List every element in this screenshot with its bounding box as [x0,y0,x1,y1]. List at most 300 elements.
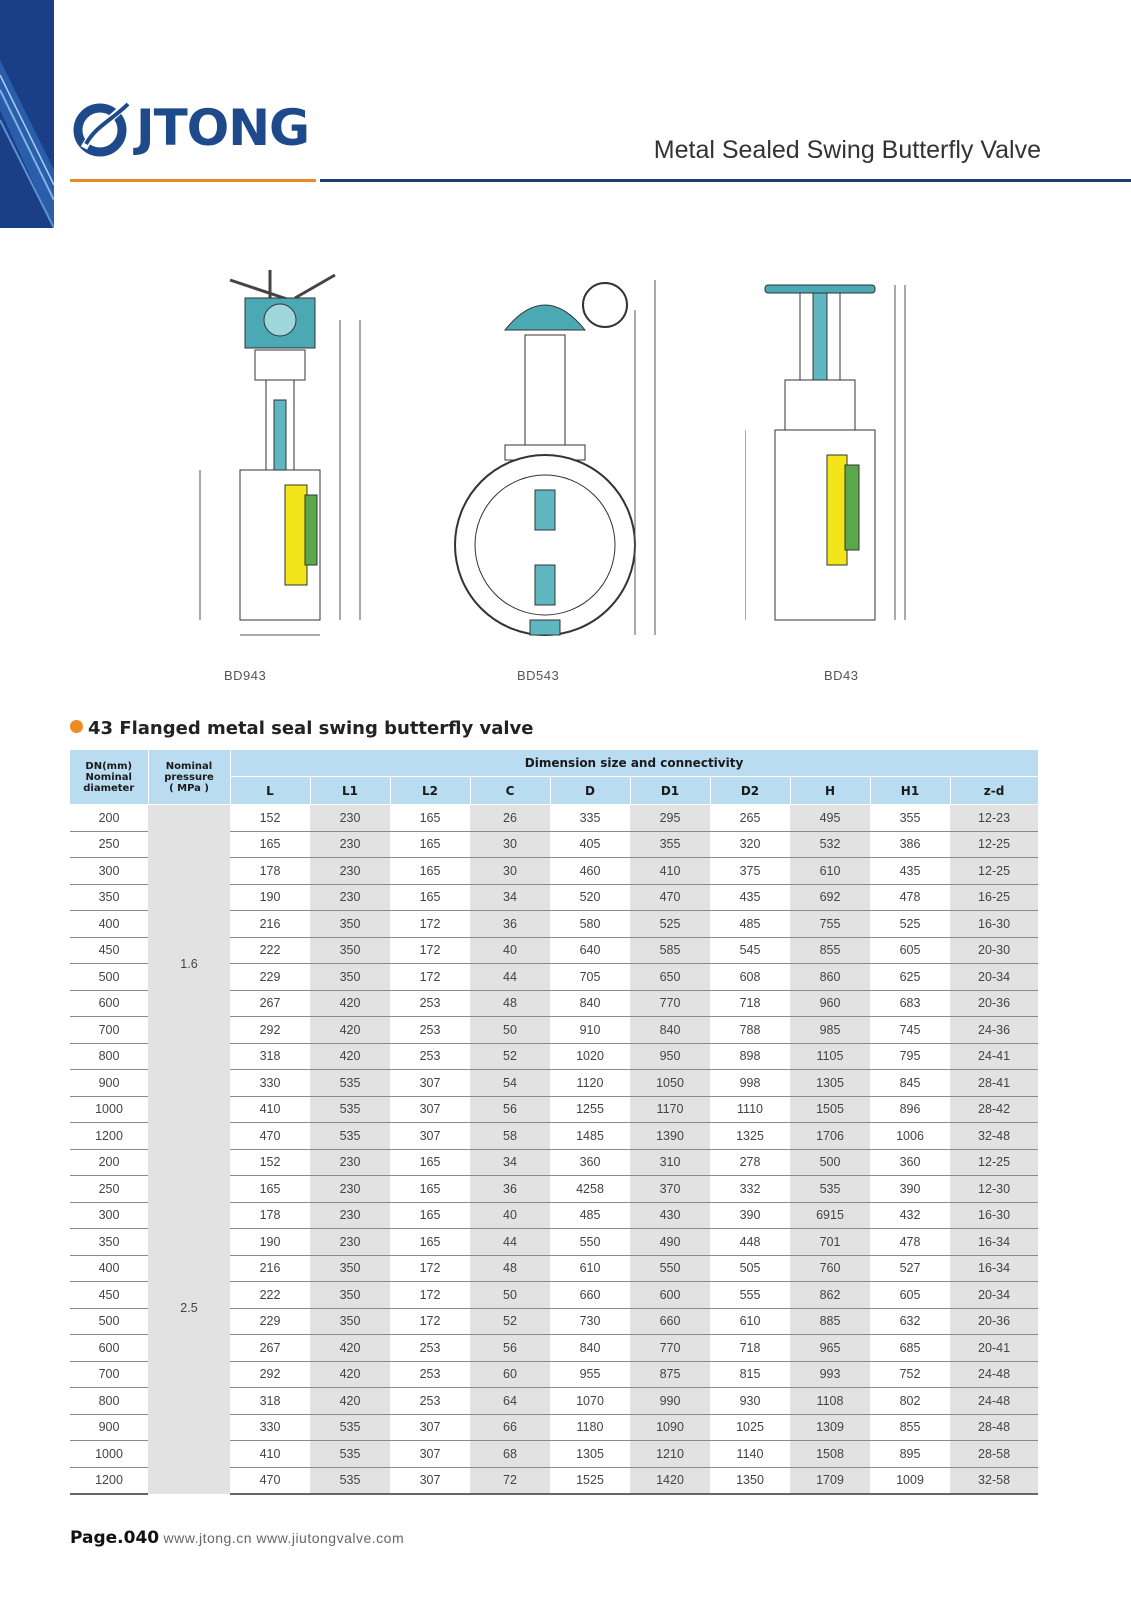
dimension-cell: 1325 [710,1123,790,1150]
diameter-cell: 250 [70,1176,148,1203]
dimension-cell: 862 [790,1282,870,1309]
dimension-cell: 295 [630,805,710,832]
dimension-cell: 12-25 [950,1149,1038,1176]
diameter-cell: 900 [70,1070,148,1097]
section-title: 43 Flanged metal seal swing butterfly valve [70,718,533,739]
logo-underline [70,179,316,182]
column-header: D1 [630,777,710,805]
dimension-cell: 68 [470,1441,550,1468]
dimension-cell: 253 [390,1017,470,1044]
dimension-cell: 495 [790,805,870,832]
brand-name: JTONG [136,99,310,157]
dimension-cell: 1390 [630,1123,710,1150]
column-header: L2 [390,777,470,805]
dimension-cell: 50 [470,1017,550,1044]
dimension-cell: 20-34 [950,964,1038,991]
dimension-cell: 1505 [790,1096,870,1123]
diameter-cell: 500 [70,1308,148,1335]
dimension-cell: 795 [870,1043,950,1070]
dimension-cell: 253 [390,1361,470,1388]
dimension-cell: 950 [630,1043,710,1070]
dimension-cell: 875 [630,1361,710,1388]
diagram-label-bd43: BD43 [824,668,859,683]
dimension-cell: 386 [870,831,950,858]
dimension-cell: 52 [470,1043,550,1070]
dimension-cell: 610 [550,1255,630,1282]
dimension-cell: 478 [870,884,950,911]
dimension-cell: 165 [390,831,470,858]
dimension-cell: 815 [710,1361,790,1388]
dimension-cell: 292 [230,1361,310,1388]
valve-diagram-bd43 [745,270,935,660]
dimension-cell: 745 [870,1017,950,1044]
dimension-cell: 585 [630,937,710,964]
dimension-cell: 625 [870,964,950,991]
dimension-cell: 24-41 [950,1043,1038,1070]
dimension-cell: 165 [390,805,470,832]
dimension-cell: 535 [310,1441,390,1468]
dimension-cell: 535 [310,1096,390,1123]
dimension-cell: 12-25 [950,831,1038,858]
column-header: D [550,777,630,805]
dimension-cell: 718 [710,1335,790,1362]
dimension-cell: 1525 [550,1467,630,1494]
dimension-cell: 28-41 [950,1070,1038,1097]
dimension-cell: 760 [790,1255,870,1282]
column-header: H1 [870,777,950,805]
diameter-cell: 900 [70,1414,148,1441]
dimension-cell: 20-41 [950,1335,1038,1362]
dimension-cell: 1420 [630,1467,710,1494]
dimension-cell: 898 [710,1043,790,1070]
diameter-cell: 400 [70,911,148,938]
dimension-cell: 610 [710,1308,790,1335]
dimension-cell: 165 [230,831,310,858]
corner-decoration [0,0,54,228]
dimension-cell: 505 [710,1255,790,1282]
dimension-cell: 12-25 [950,858,1038,885]
dimension-cell: 307 [390,1414,470,1441]
table-row [70,805,1038,832]
dimension-cell: 555 [710,1282,790,1309]
dimension-cell: 267 [230,1335,310,1362]
diameter-cell: 250 [70,831,148,858]
dimension-cell: 435 [870,858,950,885]
dimension-cell: 30 [470,831,550,858]
dimension-cell: 430 [630,1202,710,1229]
dimension-cell: 350 [310,964,390,991]
diameter-cell: 800 [70,1043,148,1070]
dimension-cell: 420 [310,1361,390,1388]
dimension-cell: 885 [790,1308,870,1335]
dimension-cell: 448 [710,1229,790,1256]
dimension-cell: 4258 [550,1176,630,1203]
dimension-cell: 420 [310,1017,390,1044]
dimension-cell: 56 [470,1335,550,1362]
dimension-cell: 692 [790,884,870,911]
dimension-cell: 230 [310,831,390,858]
dimension-cell: 253 [390,1043,470,1070]
dimension-cell: 40 [470,937,550,964]
dimension-cell: 860 [790,964,870,991]
dimension-cell: 54 [470,1070,550,1097]
dimension-cell: 230 [310,858,390,885]
page-number: Page.040 [70,1528,160,1548]
dimension-cell: 845 [870,1070,950,1097]
diagram-label-bd543: BD543 [517,668,560,683]
dimension-cell: 420 [310,990,390,1017]
dimension-cell: 930 [710,1388,790,1415]
column-header: H [790,777,870,805]
dimension-cell: 535 [790,1176,870,1203]
dimension-cell: 1108 [790,1388,870,1415]
dimension-cell: 1706 [790,1123,870,1150]
dimension-cell: 370 [630,1176,710,1203]
dimension-cell: 230 [310,1149,390,1176]
dimension-cell: 165 [390,1202,470,1229]
bullet-icon [70,720,83,733]
dimension-cell: 12-23 [950,805,1038,832]
dimension-cell: 28-48 [950,1414,1038,1441]
dimension-cell: 705 [550,964,630,991]
dimension-cell: 307 [390,1441,470,1468]
dimension-cell: 24-36 [950,1017,1038,1044]
dimension-cell: 360 [870,1149,950,1176]
dimension-cell: 701 [790,1229,870,1256]
dimension-cell: 165 [390,1229,470,1256]
dimension-cell: 330 [230,1070,310,1097]
dimension-cell: 60 [470,1361,550,1388]
dimension-cell: 1110 [710,1096,790,1123]
dimension-cell: 1025 [710,1414,790,1441]
dimension-cell: 718 [710,990,790,1017]
dimension-cell: 24-48 [950,1361,1038,1388]
dimension-cell: 229 [230,1308,310,1335]
dimension-cell: 490 [630,1229,710,1256]
column-header: D2 [710,777,790,805]
dimension-cell: 895 [870,1441,950,1468]
column-header: z-d [950,777,1038,805]
dimension-cell: 20-30 [950,937,1038,964]
dimension-cell: 56 [470,1096,550,1123]
valve-diagram-bd943 [190,270,390,660]
dimension-cell: 307 [390,1467,470,1494]
dimension-cell: 420 [310,1388,390,1415]
dimension-cell: 965 [790,1335,870,1362]
dimension-cell: 535 [310,1467,390,1494]
dimension-cell: 230 [310,805,390,832]
dimension-cell: 478 [870,1229,950,1256]
dimension-cell: 1305 [790,1070,870,1097]
dimension-cell: 1255 [550,1096,630,1123]
dimension-cell: 6915 [790,1202,870,1229]
dimension-cell: 30 [470,858,550,885]
document-title: Metal Sealed Swing Butterfly Valve [653,136,1041,164]
dimension-cell: 265 [710,805,790,832]
dimension-cell: 420 [310,1335,390,1362]
dimension-cell: 410 [630,858,710,885]
dimension-cell: 48 [470,990,550,1017]
dimension-cell: 253 [390,1388,470,1415]
dimension-cell: 755 [790,911,870,938]
dimension-cell: 36 [470,911,550,938]
dimension-cell: 178 [230,858,310,885]
dimension-cell: 605 [870,937,950,964]
header-rule [320,179,1131,182]
dimension-cell: 172 [390,937,470,964]
dimension-cell: 960 [790,990,870,1017]
valve-diagram-bd543 [430,270,680,660]
dimension-cell: 20-36 [950,1308,1038,1335]
dimension-cell: 318 [230,1388,310,1415]
dimension-cell: 375 [710,858,790,885]
header-nominal-pressure: Nominal pressure ( MPa ) [148,750,230,805]
dimension-cell: 32-48 [950,1123,1038,1150]
dimension-cell: 165 [390,884,470,911]
dimension-cell: 632 [870,1308,950,1335]
dimension-cell: 52 [470,1308,550,1335]
dimension-cell: 360 [550,1149,630,1176]
dimension-cell: 16-34 [950,1255,1038,1282]
page-footer [70,1528,404,1548]
dimension-cell: 72 [470,1467,550,1494]
dimension-cell: 190 [230,1229,310,1256]
dimension-cell: 993 [790,1361,870,1388]
dimension-cell: 222 [230,1282,310,1309]
dimension-cell: 1009 [870,1467,950,1494]
dimension-cell: 58 [470,1123,550,1150]
dimension-cell: 390 [870,1176,950,1203]
dimension-cell: 802 [870,1388,950,1415]
dimension-cell: 1140 [710,1441,790,1468]
footer-websites: www.jtong.cn www.jiutongvalve.com [163,1530,405,1546]
dimension-cell: 253 [390,990,470,1017]
dimension-cell: 525 [630,911,710,938]
dimension-cell: 24-48 [950,1388,1038,1415]
dimension-cell: 550 [630,1255,710,1282]
dimension-cell: 545 [710,937,790,964]
dimension-cell: 335 [550,805,630,832]
dimension-cell: 525 [870,911,950,938]
dimension-cell: 230 [310,1202,390,1229]
dimension-cell: 1006 [870,1123,950,1150]
dimension-cell: 1709 [790,1467,870,1494]
diameter-cell: 600 [70,1335,148,1362]
dimension-cell: 48 [470,1255,550,1282]
dimension-cell: 16-30 [950,911,1038,938]
dimension-cell: 355 [630,831,710,858]
diameter-cell: 350 [70,884,148,911]
dimension-cell: 990 [630,1388,710,1415]
dimension-cell: 650 [630,964,710,991]
dimension-cell: 770 [630,1335,710,1362]
brand-logo [70,92,320,164]
dimension-cell: 50 [470,1282,550,1309]
dimension-cell: 535 [310,1123,390,1150]
diameter-cell: 1200 [70,1123,148,1150]
dimension-cell: 1050 [630,1070,710,1097]
dimension-cell: 216 [230,911,310,938]
dimension-cell: 190 [230,884,310,911]
diameter-cell: 1200 [70,1467,148,1494]
dimension-cell: 16-25 [950,884,1038,911]
dimension-cell: 410 [230,1096,310,1123]
dimension-cell: 840 [550,990,630,1017]
dimension-cell: 896 [870,1096,950,1123]
pressure-cell: 1.6 [148,805,230,1123]
dimension-cell: 66 [470,1414,550,1441]
dimension-cell: 307 [390,1123,470,1150]
dimension-cell: 216 [230,1255,310,1282]
dimension-cell: 332 [710,1176,790,1203]
diameter-cell: 700 [70,1361,148,1388]
dimension-cell: 500 [790,1149,870,1176]
dimension-cell: 1305 [550,1441,630,1468]
dimension-cell: 485 [710,911,790,938]
dimension-cell: 1180 [550,1414,630,1441]
dimension-cell: 229 [230,964,310,991]
dimension-cell: 165 [390,1176,470,1203]
dimension-cell: 1170 [630,1096,710,1123]
dimension-cell: 998 [710,1070,790,1097]
dimension-cell: 955 [550,1361,630,1388]
dimension-cell: 253 [390,1335,470,1362]
dimension-cell: 34 [470,1149,550,1176]
column-header: L [230,777,310,805]
header-nominal-diameter: DN(mm) Nominal diameter [70,750,148,805]
dimension-cell: 307 [390,1096,470,1123]
dimension-cell: 1210 [630,1441,710,1468]
dimension-cell: 26 [470,805,550,832]
dimension-cell: 410 [230,1441,310,1468]
dimension-cell: 310 [630,1149,710,1176]
dimension-cell: 550 [550,1229,630,1256]
dimension-cell: 64 [470,1388,550,1415]
dimension-cell: 770 [630,990,710,1017]
diameter-cell: 400 [70,1255,148,1282]
diameter-cell: 200 [70,1149,148,1176]
dimension-cell: 172 [390,1308,470,1335]
dimension-cell: 610 [790,858,870,885]
dimension-cell: 435 [710,884,790,911]
dimension-cell: 165 [230,1176,310,1203]
dimension-cell: 608 [710,964,790,991]
dimension-cell: 1090 [630,1414,710,1441]
diameter-cell: 350 [70,1229,148,1256]
dimension-cell: 535 [310,1414,390,1441]
pressure-cell: 2.5 [148,1123,230,1495]
dimension-cell: 330 [230,1414,310,1441]
dimension-cell: 152 [230,1149,310,1176]
dimension-cell: 355 [870,805,950,832]
dimension-cell: 28-58 [950,1441,1038,1468]
dimension-cell: 1309 [790,1414,870,1441]
dimension-cell: 278 [710,1149,790,1176]
dimension-cell: 432 [870,1202,950,1229]
dimension-cell: 307 [390,1070,470,1097]
dimension-cell: 660 [550,1282,630,1309]
diameter-cell: 200 [70,805,148,832]
diameter-cell: 450 [70,1282,148,1309]
dimension-cell: 730 [550,1308,630,1335]
dimension-cell: 267 [230,990,310,1017]
dimension-cell: 1120 [550,1070,630,1097]
dimension-cell: 460 [550,858,630,885]
dimension-cell: 640 [550,937,630,964]
dimension-cell: 172 [390,964,470,991]
dimension-cell: 165 [390,1149,470,1176]
dimension-cell: 580 [550,911,630,938]
dimension-cell: 20-34 [950,1282,1038,1309]
dimension-cell: 172 [390,1282,470,1309]
brand-mark-icon [70,92,132,164]
dimension-cell: 855 [790,937,870,964]
dimension-cell: 1485 [550,1123,630,1150]
dimension-cell: 420 [310,1043,390,1070]
diameter-cell: 700 [70,1017,148,1044]
dimension-cell: 172 [390,1255,470,1282]
dimension-cell: 910 [550,1017,630,1044]
dimension-cell: 178 [230,1202,310,1229]
dimension-cell: 34 [470,884,550,911]
table-row [70,1123,1038,1150]
diameter-cell: 800 [70,1388,148,1415]
dimension-cell: 350 [310,1308,390,1335]
dimension-cell: 685 [870,1335,950,1362]
dimension-cell: 44 [470,964,550,991]
dimension-cell: 318 [230,1043,310,1070]
dimension-cell: 840 [550,1335,630,1362]
diameter-cell: 300 [70,858,148,885]
diagram-label-bd943: BD943 [224,668,267,683]
dimension-cell: 16-30 [950,1202,1038,1229]
dimension-cell: 152 [230,805,310,832]
dimension-cell: 165 [390,858,470,885]
dimension-cell: 320 [710,831,790,858]
dimension-cell: 1070 [550,1388,630,1415]
header-dimension-group: Dimension size and connectivity [230,750,1038,777]
dimension-cell: 222 [230,937,310,964]
dimension-cell: 350 [310,1255,390,1282]
column-header: C [470,777,550,805]
dimension-cell: 28-42 [950,1096,1038,1123]
dimension-cell: 40 [470,1202,550,1229]
dimension-cell: 292 [230,1017,310,1044]
dimension-cell: 350 [310,911,390,938]
dimension-cell: 788 [710,1017,790,1044]
dimension-cell: 350 [310,1282,390,1309]
dimension-cell: 230 [310,1176,390,1203]
dimension-cell: 535 [310,1070,390,1097]
dimension-cell: 390 [710,1202,790,1229]
dimension-cell: 350 [310,937,390,964]
diameter-cell: 1000 [70,1096,148,1123]
diameter-cell: 600 [70,990,148,1017]
dimension-cell: 1350 [710,1467,790,1494]
dimension-cell: 44 [470,1229,550,1256]
dimension-cell: 660 [630,1308,710,1335]
dimension-cell: 532 [790,831,870,858]
diameter-cell: 500 [70,964,148,991]
dimension-cell: 20-36 [950,990,1038,1017]
dimension-cell: 1105 [790,1043,870,1070]
dimension-cell: 840 [630,1017,710,1044]
dimension-cell: 230 [310,884,390,911]
dimension-cell: 1020 [550,1043,630,1070]
dimension-cell: 520 [550,884,630,911]
column-header: L1 [310,777,390,805]
dimension-cell: 527 [870,1255,950,1282]
